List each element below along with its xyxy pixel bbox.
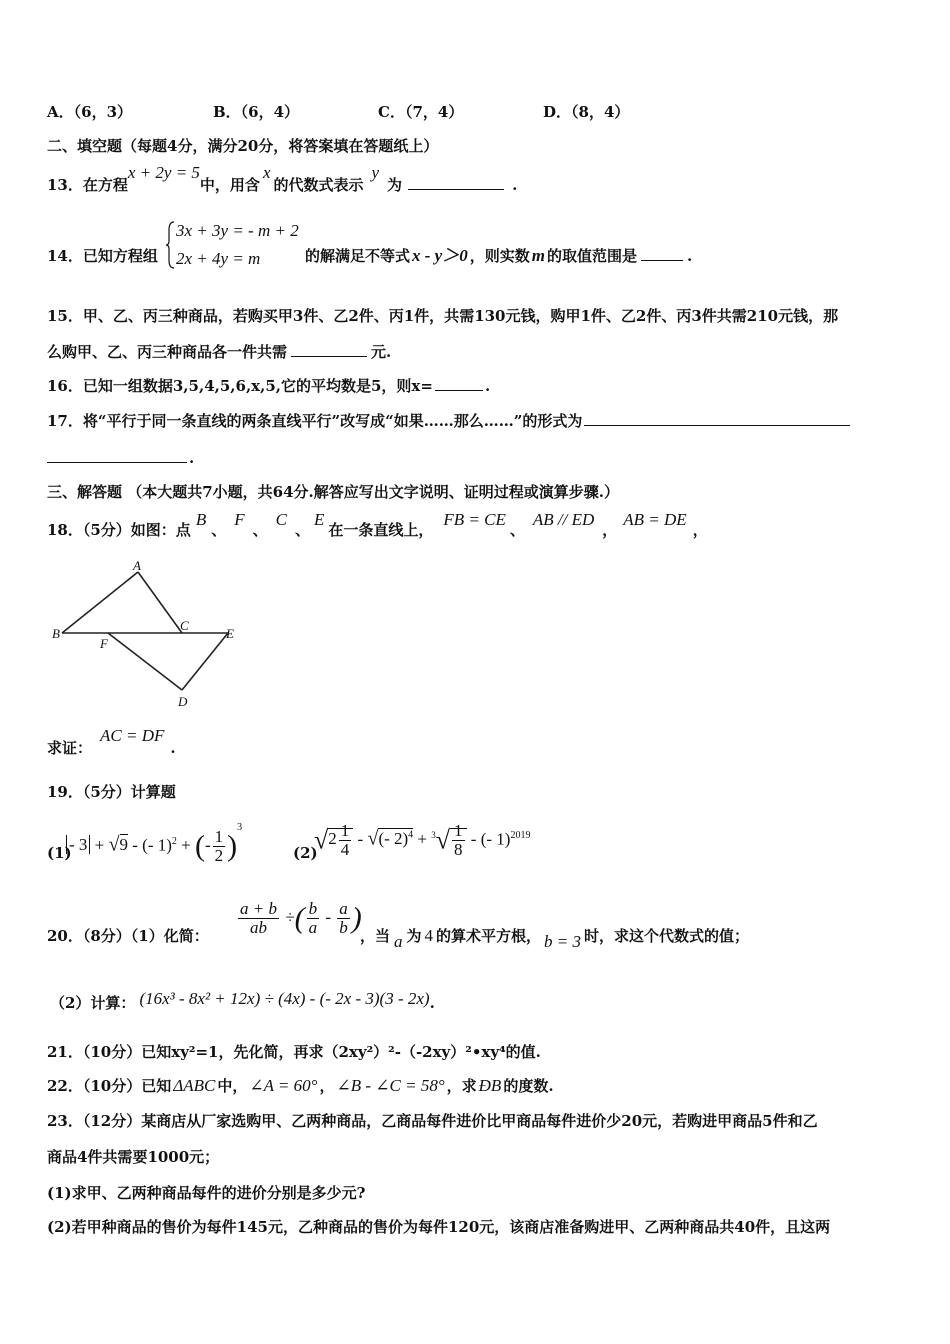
q13-equation: x + 2y = 5 (127, 163, 200, 182)
q22-pre: 22．（10分）已知 (47, 1077, 172, 1095)
q22-angle-diff: ∠B - ∠C = 58° (336, 1076, 445, 1095)
q13-pre: 13．在方程 (47, 176, 128, 194)
q18-condition-1: FB = CE (443, 510, 506, 529)
q19-title: 19．（5分）计算题 (47, 783, 176, 801)
question-18 (47, 510, 708, 540)
q18-prove (47, 726, 176, 758)
fig-label-e: E (226, 626, 234, 641)
question-13 (47, 163, 518, 195)
q18-prove-label: 求证： (47, 739, 93, 757)
question-16 (47, 376, 490, 396)
q22-t2: ， (319, 1077, 335, 1095)
q14-text2: ，则实数 (469, 247, 530, 265)
q14-text3: 的取值范围是 (546, 247, 637, 265)
q17-answer-blank-1 (584, 411, 850, 426)
q23-line3: (1)求甲、乙两种商品每件的进价分别是多少元? (47, 1184, 366, 1202)
q20-four: 4 (424, 926, 434, 945)
q20-t2: 为 (406, 927, 422, 945)
q19-expression-1: - 3 + √9 - (- 1)$^2$ + (- $\frac{1}{2}$ )$^3$ (66, 828, 242, 865)
q18-sep-4: 、 (509, 521, 525, 539)
q18-pre: 18．（5分）如图：点 (47, 521, 191, 539)
q18-point-b: B (195, 510, 207, 529)
q22-angle-b: ÐB (478, 1076, 502, 1095)
q20-t3: 的算术平方根， (436, 927, 542, 945)
q23-line2: 商品4件共需要1000元； (47, 1148, 220, 1166)
q18-geometry-figure (48, 558, 248, 713)
q18-sep-2: 、 (252, 521, 268, 539)
q18-mid: 在一条直线上， (328, 521, 434, 539)
q13-mid1: 中，用含 (199, 176, 260, 194)
question-21: 21．（10分）已知xy²=1，先化简，再求（2xy²）²-（-2xy）²•xy⁴的值. (47, 1043, 541, 1061)
q22-t4: 的度数. (503, 1077, 554, 1095)
q14-text: 的解满足不等式 (305, 247, 411, 265)
q17-answer-blank-2 (47, 448, 187, 463)
q20-t4: 时，求这个代数式的值； (584, 927, 750, 945)
q14-inequality: x - y＞0 (412, 246, 468, 265)
q18-condition-2: AB // ED (532, 510, 595, 529)
q20-pre: 20．（8分）（1）化简： (47, 927, 209, 945)
option-c: C．（7，4） (378, 103, 464, 121)
section-2-heading: 二、填空题（每题4分，满分20分，将答案填在答题纸上） (47, 137, 439, 155)
q15-end: 元. (371, 343, 392, 361)
q14-eq2: 2x + 4y = m (176, 249, 261, 268)
q13-y: y (371, 163, 380, 182)
fig-label-d: D (178, 694, 188, 709)
q14-brace (166, 220, 176, 270)
q20-expression: $\frac{a + b}{ab}$ ÷( $\frac{b}{a}$ - $\frac{a}{b}$ ) (240, 899, 362, 937)
fig-label-b: B (52, 626, 60, 641)
q13-x: x (262, 163, 271, 182)
q18-comma-1: ， (602, 521, 618, 539)
q13-post: 为 (387, 176, 403, 194)
q20-condition (360, 926, 750, 951)
q23-line1: 23．（12分）某商店从厂家选购甲、乙两种商品，乙商品每件进价比甲商品每件进价少20元，若购进甲商品5件和乙 (47, 1112, 818, 1130)
q14-eq1: 3x + 3y = - m + 2 (176, 221, 299, 240)
q15-line1: 15．甲、乙、丙三种商品，若购买甲3件、乙2件、丙1件，共需130元钱，购甲1件、乙2件、丙3件共需210元钱，那 (47, 307, 839, 325)
q16-answer-blank (435, 376, 483, 391)
q17-line2 (47, 448, 194, 468)
q22-triangle: ΔABC (173, 1076, 216, 1095)
q18-dot: . (170, 739, 176, 757)
q22-angle-a: ∠A = 60° (249, 1076, 318, 1095)
q20-dot: . (429, 994, 435, 1012)
q20-calc-expression: (16x³ - 8x² + 12x) ÷ (4x) - (- 2x - 3)(3 - 2x) (139, 989, 430, 1008)
q14-rest (305, 246, 692, 266)
question-17 (47, 411, 850, 431)
question-22 (47, 1076, 554, 1096)
q14-m: m (531, 246, 545, 265)
q18-condition-3: AB = DE (623, 510, 687, 529)
q19-part2-label: (2) (293, 844, 318, 862)
q18-point-c: C (275, 510, 287, 529)
q18-point-f: F (234, 510, 245, 529)
q16-end: . (484, 377, 491, 395)
q20-part2 (50, 989, 435, 1013)
q14-pre: 14．已知方程组 (47, 247, 158, 265)
q16-text: 16．已知一组数据3,5,4,5,6,x,5,它的平均数是5，则x= (47, 377, 433, 395)
q13-answer-blank (408, 175, 504, 190)
q18-comma-2: ， (692, 521, 708, 539)
q14-answer-blank (641, 246, 683, 261)
fig-label-c: C (180, 618, 189, 633)
q20-t1: ，当 (360, 927, 391, 945)
q15-line2-text: 么购甲、乙、丙三种商品各一件共需 (47, 343, 288, 361)
q18-goal: AC = DF (100, 726, 165, 745)
q15-line2 (47, 342, 391, 362)
q23-line4: (2)若甲种商品的售价为每件145元，乙种商品的售价为每件120元，该商店准备购进甲、乙两种商品共40件，且这两 (47, 1218, 831, 1236)
q22-t3: ，求 (446, 1077, 477, 1095)
q18-point-e: E (313, 510, 325, 529)
q13-end: . (512, 176, 518, 194)
q20-calc-label: （2）计算： (50, 994, 136, 1012)
q22-t1: 中， (217, 1077, 248, 1095)
q13-mid2: 的代数式表示 (273, 176, 364, 194)
q19-expression-2: √2 $\frac{1}{4}$ - √(- 2)$^4$ + $^3$√ $\frac{1}{8}$ - (- 1)$^{2019}$ (314, 821, 531, 859)
option-d: D．（8，4） (543, 103, 630, 121)
q14-end: . (687, 247, 693, 265)
q20-a: a (394, 932, 403, 951)
q17-text: 17．将“平行于同一条直线的两条直线平行”改写成“如果……那么……”的形式为 (47, 412, 583, 430)
q18-sep-1: 、 (211, 521, 227, 539)
q18-sep-3: 、 (294, 521, 310, 539)
option-b: B．（6，4） (213, 103, 300, 121)
q17-end: . (189, 449, 195, 467)
option-a: A．（6，3） (47, 103, 133, 121)
q15-answer-blank (291, 342, 367, 357)
q20-b: b = 3 (544, 932, 582, 951)
fig-label-a: A (133, 558, 141, 573)
fig-label-f: F (100, 636, 108, 651)
q19-part1-label: (1) (47, 844, 72, 862)
section-3-heading: 三、解答题 （本大题共7小题，共64分.解答应写出文字说明、证明过程或演算步骤.） (47, 483, 619, 501)
